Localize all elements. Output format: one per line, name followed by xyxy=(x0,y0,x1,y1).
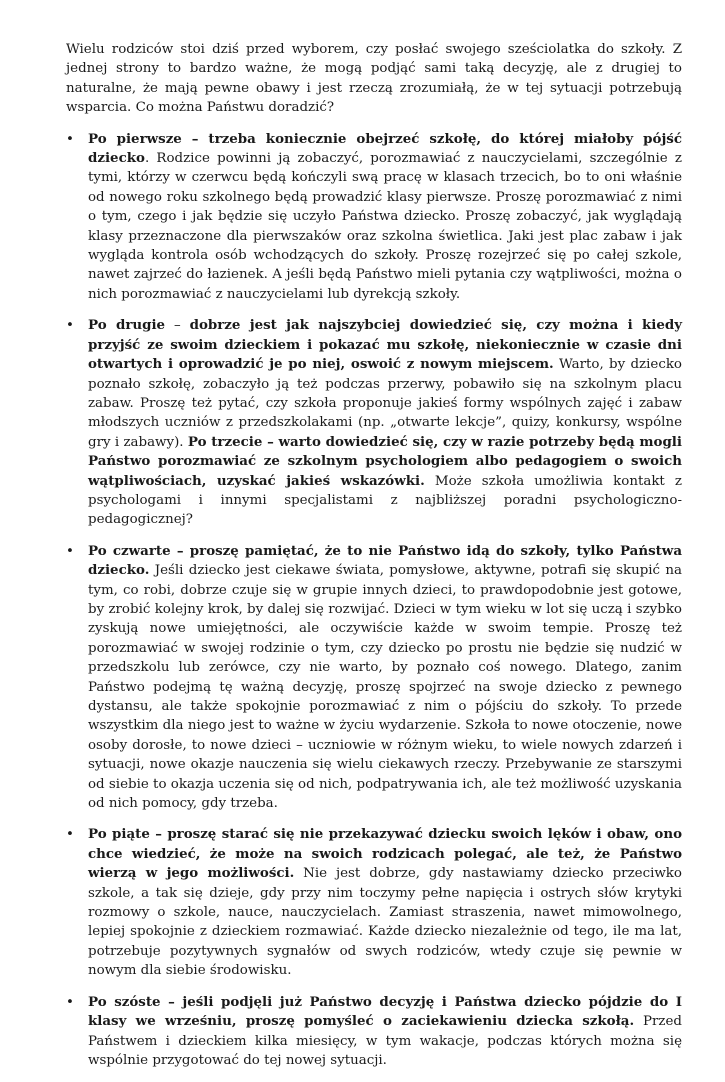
bullet-icon: • xyxy=(66,827,74,843)
document-page xyxy=(66,40,682,1082)
list-item xyxy=(66,993,682,1071)
bullet-icon: • xyxy=(66,131,74,147)
list-item xyxy=(66,542,682,814)
point-heading: Po szóste – jeśli podjęli już Państwo decyzję i Państwa dziecko pójdzie do I klasy we wrześniu, proszę pomyśleć o zaciekawieniu dziecka szkołą. xyxy=(88,993,682,1030)
point-heading: Po piąte – proszę starać się nie przekazywać dziecku swoich lęków i obaw, ono chce wiedzieć, że może na swoich rodzicach polegać, ale też, że Państwo wierzą w jego możliwości. xyxy=(88,826,682,882)
bullet-icon: • xyxy=(66,318,74,334)
point-heading: dobrze jest jak najszybciej dowiedzieć się, czy można i kiedy przyjść ze swoim dzieckiem i pokazać mu szkołę, niekoniecznie w czasie dni otwartych i oprowadzić je po niej, oswoić z nowym miejscem. xyxy=(88,317,682,373)
bullet-icon: • xyxy=(66,994,74,1010)
point-text: – xyxy=(165,318,190,334)
point-text: Warto, by dziecko poznało szkołę, zobaczyło ją też podczas przerwy, pobawiło się na szkolnym placu zabaw. Proszę też pytać, czy szkoła proponuje jakieś formy wspólnych zajęć i zabaw młodszych uczniów z przedszkolakami (np. „otwarte lekcje”, quizy, konkursy, wspólne gry i zabawy). xyxy=(88,357,682,450)
point-text: . Rodzice powinni ją zobaczyć, porozmawiać z nauczycielami, szczególnie z tymi, którzy w czerwcu będą kończyli swą pracę w klasach trzecich, bo to oni właśnie od nowego roku szkolnego będą prowadzić klasy pierwsze. Proszę porozmawiać z nimi o tym, czego i jak będzie się uczyło Państwa dziecko. Proszę zobaczyć, jak wyglądają klasy przeznaczone dla pierwszaków oraz szkolna świetlica. Jaki jest plac zabaw i jak wygląda kontrola osób wchodzących do szkoły. Proszę rozejrzeć się po całej szkole, nawet zajrzeć do łazienek. A jeśli będą Państwo mieli pytania czy wątpliwości, można o nich porozmawiać z nauczycielami lub dyrekcją szkoły. xyxy=(88,151,682,302)
list-item xyxy=(66,316,682,529)
advice-list xyxy=(66,130,682,1071)
point-heading: Po pierwsze – trzeba koniecznie obejrzeć szkołę, do której miałoby pójść dziecko xyxy=(88,130,682,167)
bullet-icon: • xyxy=(66,543,74,559)
point-text: Nie jest dobrze, gdy nastawiamy dziecko przeciwko szkole, a tak się dzieje, gdy przy nim toczymy pełne napięcia i ostrych słów krytyki rozmowy o szkole, nauce, nauczycielach. Zamiast straszenia, nawet mimowolnego, lepiej spokojnie z dzieckiem rozmawiać. Każde dziecko niezależnie od tego, ile ma lat, potrzebuje pozytywnych sygnałów od swych rodziców, wtedy czuje się pewnie w nowym dla siebie środowisku. xyxy=(88,866,682,979)
list-item xyxy=(66,130,682,305)
point-heading: Po drugie xyxy=(88,317,166,334)
point-heading: Po czwarte – proszę pamiętać, że to nie Państwo idą do szkoły, tylko Państwa dziecko. xyxy=(88,542,682,579)
point-text: Przed Państwem i dzieckiem kilka miesięcy, w tym wakacje, podczas których można się wspólnie przygotować do tej nowej sytuacji. xyxy=(88,1014,682,1068)
point-heading: Po trzecie – warto dowiedzieć się, czy w razie potrzeby będą mogli Państwo porozmawiać ze szkolnym psychologiem albo pedagogiem o swoich wątpliwościach, uzyskać jakieś wskazówki. xyxy=(88,433,682,489)
point-text: Jeśli dziecko jest ciekawe świata, pomysłowe, aktywne, potrafi się skupić na tym, co robi, dobrze czuje się w grupie innych dzieci, to prawdopodobnie jest gotowe, by zrobić kolejny krok, by dalej się rozwijać. Dzieci w tym wieku w lot się uczą i szybko zyskują nowe umiejętności, ale oczywiście każde w swoim tempie. Proszę też porozmawiać w swojej rodzinie o tym, czy dziecko po prostu nie będzie się nudzić w przedszkolu lub zerówce, czy nie warto, by poznało coś nowego. Dlatego, zanim Państwo podejmą tę ważną decyzję, proszę spojrzeć na swoje dziecko z pewnego dystansu, ale także spokojnie porozmawiać z nim o pójściu do szkoły. To przede wszystkim dla niego jest to ważne w życiu wydarzenie. Szkoła to nowe otoczenie, nowe osoby dorosłe, to nowe dzieci – uczniowie w różnym wieku, to wiele nowych zdarzeń i sytuacji, nowe okazje nauczenia się wielu ciekawych rzeczy. Przebywanie ze starszymi od siebie to okazja uczenia się od nich, podpatrywania ich, ale też możliwość uzyskania od nich pomocy, gdy trzeba. xyxy=(88,563,682,812)
list-item xyxy=(66,825,682,980)
intro-paragraph: Wielu rodziców stoi dziś przed wyborem, czy posłać swojego sześciolatka do szkoły. Z jednej strony to bardzo ważne, że mogą podjąć sami taką decyzję, ale z drugiej to naturalne, że mają pewne obawy i jest rzeczą zrozumiałą, że w tej sytuacji potrzebują wsparcia. Co można Państwu doradzić? xyxy=(66,42,682,116)
point-text: Może szkoła umożliwia kontakt z psychologami i innymi specjalistami z najbliższej poradni psychologiczno-pedagogicznej? xyxy=(88,473,682,528)
